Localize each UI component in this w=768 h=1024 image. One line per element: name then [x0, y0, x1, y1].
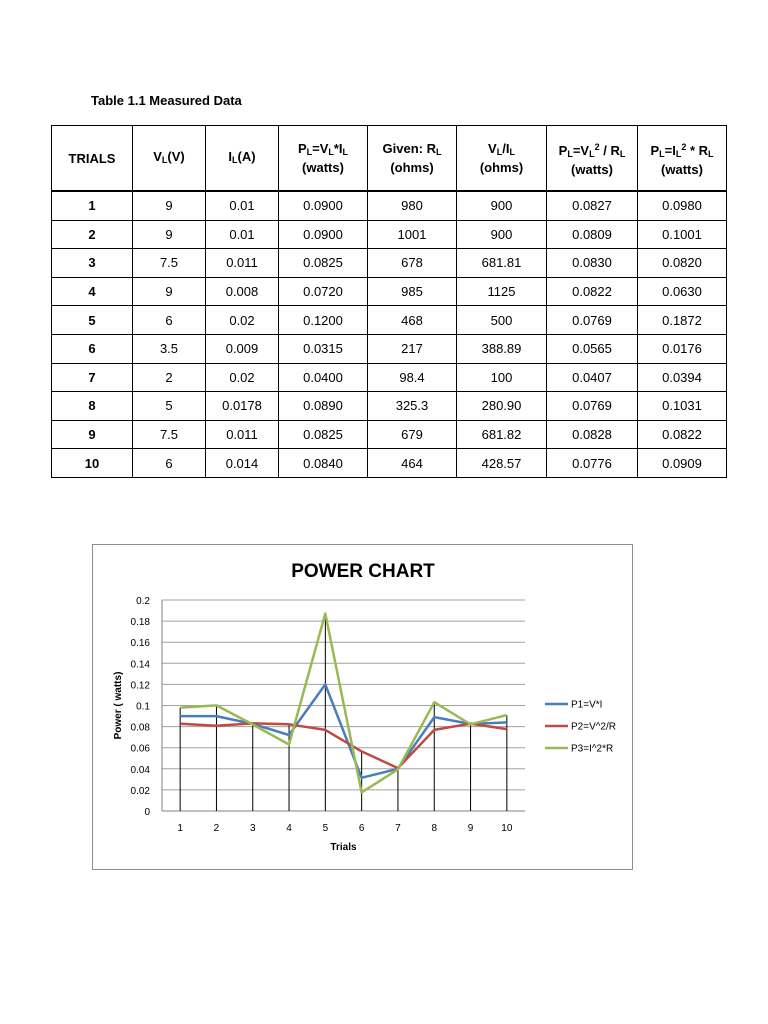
- table-cell: 980: [368, 191, 457, 220]
- table-cell: 0.0776: [547, 449, 638, 478]
- x-tick-label: 9: [467, 823, 474, 834]
- table-cell: 0.0178: [206, 392, 279, 421]
- x-tick-label: 7: [395, 823, 401, 834]
- y-tick-label: 0: [144, 807, 150, 818]
- trial-number-cell: 2: [52, 220, 133, 249]
- table-cell: 0.0830: [547, 249, 638, 278]
- table-cell: 900: [457, 220, 547, 249]
- table-cell: 1001: [368, 220, 457, 249]
- table-cell: 0.0900: [279, 191, 368, 220]
- table-cell: 6: [133, 306, 206, 335]
- table-cell: 0.0980: [638, 191, 727, 220]
- table-row: [52, 220, 727, 249]
- table-row: [52, 277, 727, 306]
- table-cell: 464: [368, 449, 457, 478]
- y-tick-label: 0.02: [130, 785, 150, 797]
- table-cell: 0.009: [206, 334, 279, 363]
- y-tick-label: 0.08: [130, 722, 150, 734]
- y-tick-label: 0.14: [130, 659, 150, 671]
- table-cell: 0.0630: [638, 277, 727, 306]
- power-chart: [92, 544, 633, 870]
- chart-title: POWER CHART: [291, 561, 435, 582]
- table-cell: 0.0407: [547, 363, 638, 392]
- table-cell: 9: [133, 277, 206, 306]
- table-cell: 0.011: [206, 420, 279, 449]
- table-cell: 9: [133, 191, 206, 220]
- x-tick-label: 8: [431, 823, 438, 834]
- y-tick-label: 0.16: [130, 638, 150, 650]
- table-cell: 0.02: [206, 306, 279, 335]
- table-cell: 1125: [457, 277, 547, 306]
- table-cell: 98.4: [368, 363, 457, 392]
- table-cell: 0.0825: [279, 249, 368, 278]
- table-cell: 7.5: [133, 249, 206, 278]
- table-row: [52, 363, 727, 392]
- table-cell: 0.01: [206, 220, 279, 249]
- header-pl-vi: $P_L=V_L*I_L$ (watts): [279, 126, 368, 192]
- table-cell: 678: [368, 249, 457, 278]
- y-tick-label: 0.12: [130, 680, 150, 692]
- table-row: [52, 191, 727, 220]
- trial-number-cell: 1: [52, 191, 133, 220]
- table-cell: 0.0176: [638, 334, 727, 363]
- table-cell: 388.89: [457, 334, 547, 363]
- trial-number-cell: 10: [52, 449, 133, 478]
- x-tick-label: 10: [501, 823, 513, 834]
- table-cell: 7.5: [133, 420, 206, 449]
- table-row: [52, 420, 727, 449]
- x-tick-label: 3: [249, 823, 256, 834]
- table-cell: 0.0900: [279, 220, 368, 249]
- table-cell: 0.0828: [547, 420, 638, 449]
- table-cell: 9: [133, 220, 206, 249]
- trial-number-cell: 8: [52, 392, 133, 421]
- table-cell: 325.3: [368, 392, 457, 421]
- table-cell: 100: [457, 363, 547, 392]
- table-cell: 0.0890: [279, 392, 368, 421]
- table-row: [52, 306, 727, 335]
- legend-label-1: P1=V*I: [571, 699, 603, 711]
- y-tick-label: 0.1: [136, 701, 150, 713]
- table-cell: 900: [457, 191, 547, 220]
- table-cell: 0.0822: [638, 420, 727, 449]
- legend-label-3: P3=I^2*R: [571, 743, 614, 755]
- series-line-3: [180, 614, 507, 793]
- table-cell: 0.0809: [547, 220, 638, 249]
- table-cell: 679: [368, 420, 457, 449]
- table-cell: 0.01: [206, 191, 279, 220]
- table-title: Table 1.1 Measured Data: [91, 93, 242, 108]
- x-axis-label: Trials: [330, 842, 357, 853]
- table-cell: 0.0565: [547, 334, 638, 363]
- table-row: [52, 392, 727, 421]
- table-cell: 0.0400: [279, 363, 368, 392]
- table-header-row: [52, 126, 727, 192]
- header-pl-v2r: $P_L=V_L^2 / R_L$ (watts): [547, 126, 638, 192]
- table-cell: 0.1200: [279, 306, 368, 335]
- table-cell: 468: [368, 306, 457, 335]
- trial-number-cell: 9: [52, 420, 133, 449]
- y-tick-label: 0.2: [136, 596, 150, 607]
- x-tick-label: 5: [322, 823, 329, 834]
- table-cell: 0.008: [206, 277, 279, 306]
- table-cell: 3.5: [133, 334, 206, 363]
- table-cell: 0.1031: [638, 392, 727, 421]
- header-pl-i2r: $P_L=I_L^2 * R_L$ (watts): [638, 126, 727, 192]
- table-cell: 280.90: [457, 392, 547, 421]
- table-cell: 6: [133, 449, 206, 478]
- header-given-rl: Given: $R_L$ (ohms): [368, 126, 457, 192]
- table-cell: 0.0394: [638, 363, 727, 392]
- x-tick-label: 1: [177, 823, 183, 834]
- y-tick-label: 0.06: [130, 743, 150, 755]
- table-cell: 0.0822: [547, 277, 638, 306]
- table-cell: 0.011: [206, 249, 279, 278]
- table-cell: 0.014: [206, 449, 279, 478]
- table-cell: 500: [457, 306, 547, 335]
- table-cell: 0.0820: [638, 249, 727, 278]
- legend-label-2: P2=V^2/R: [571, 721, 616, 733]
- table-cell: 0.0315: [279, 334, 368, 363]
- header-vl-il: $V_L/I_L$ (ohms): [457, 126, 547, 192]
- table-row: [52, 249, 727, 278]
- table-cell: 0.0840: [279, 449, 368, 478]
- y-tick-label: 0.18: [130, 617, 150, 629]
- x-tick-label: 2: [213, 823, 220, 834]
- table-cell: 0.0769: [547, 306, 638, 335]
- trial-number-cell: 4: [52, 277, 133, 306]
- table-cell: 0.0909: [638, 449, 727, 478]
- table-cell: 0.02: [206, 363, 279, 392]
- table-cell: 0.0827: [547, 191, 638, 220]
- table-cell: 681.81: [457, 249, 547, 278]
- table-cell: 0.1872: [638, 306, 727, 335]
- x-tick-label: 6: [358, 823, 365, 834]
- table-cell: 985: [368, 277, 457, 306]
- trial-number-cell: 6: [52, 334, 133, 363]
- header-il: $I_L(A)$: [206, 126, 279, 192]
- table-cell: 428.57: [457, 449, 547, 478]
- table-cell: 0.0720: [279, 277, 368, 306]
- table-row: [52, 334, 727, 363]
- table-cell: 0.0769: [547, 392, 638, 421]
- table-cell: 2: [133, 363, 206, 392]
- y-axis-label: Power ( watts): [113, 671, 124, 740]
- trial-number-cell: 5: [52, 306, 133, 335]
- trial-number-cell: 7: [52, 363, 133, 392]
- table-row: [52, 449, 727, 478]
- header-trials: TRIALS: [52, 126, 133, 192]
- power-chart-svg: [93, 545, 634, 871]
- table-cell: 681.82: [457, 420, 547, 449]
- y-tick-label: 0.04: [130, 764, 150, 776]
- trial-number-cell: 3: [52, 249, 133, 278]
- measured-data-table: [51, 125, 727, 478]
- table-body: [52, 191, 727, 477]
- x-tick-label: 4: [286, 823, 292, 834]
- table-cell: 217: [368, 334, 457, 363]
- table-cell: 0.1001: [638, 220, 727, 249]
- table-cell: 0.0825: [279, 420, 368, 449]
- table-cell: 5: [133, 392, 206, 421]
- header-vl: $V_L(V)$: [133, 126, 206, 192]
